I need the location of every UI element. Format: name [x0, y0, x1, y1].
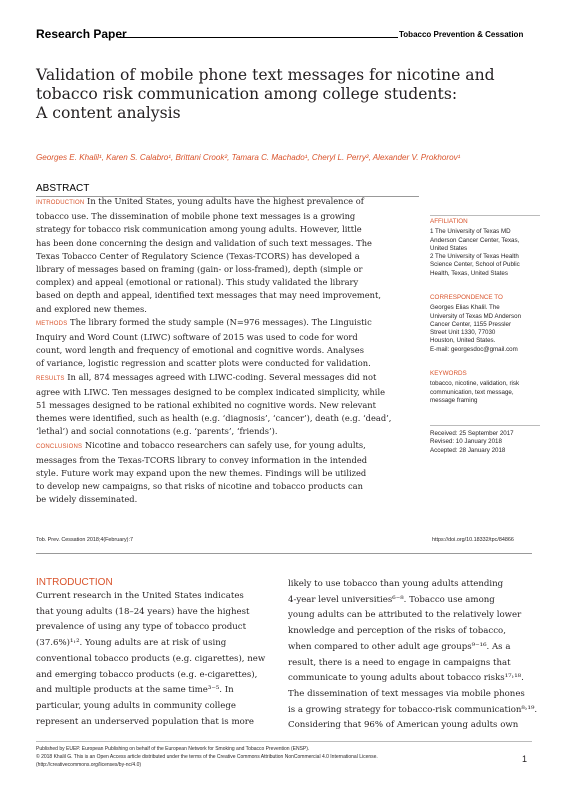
keywords-block: [430, 370, 540, 405]
license-line: © 2018 Khalil G. This is an Open Access article distributed under the terms of the Creative Commons Attribution NonCommercial 4.0 International License.: [36, 754, 378, 761]
abstract-line: agree with LIWC. Ten messages designed to be complex indicated simplicity, while: [36, 386, 386, 397]
correspondence-line: Houston, United States.: [430, 337, 496, 345]
body-line: is a growing strategy for tobacco-risk communication⁸˒¹⁹.: [288, 704, 538, 715]
article-title: [36, 66, 526, 123]
header-rule: [120, 37, 398, 38]
methods-label: METHODS: [36, 320, 68, 327]
affiliation-line: United States: [430, 244, 468, 252]
abstract-line: strategy for tobacco risk communication among young adults. However, little: [36, 224, 362, 235]
body-line: represent an underserved population that is more: [36, 716, 254, 727]
citation: Tob. Prev. Cessation 2018;4(February):7: [36, 537, 133, 543]
abstract-line: Texas Tobacco Center of Regulatory Science (Texas-TCORS) has developed a: [36, 250, 360, 261]
abstract-line: Inquiry and Word Count (LIWC) software of 2015 was used to code for word: [36, 332, 358, 343]
keywords-line: tobacco, nicotine, validation, risk: [430, 380, 520, 388]
date-received: Received: 25 September 2017: [430, 430, 514, 437]
title-line: A content analysis: [36, 104, 181, 122]
correspondence-line: Cancer Center, 1155 Pressler: [430, 320, 512, 328]
correspondence-line: Street Unit 1330, 77030: [430, 329, 496, 337]
body-line: Considering that 96% of American young adults own: [288, 720, 519, 731]
abstract-line: has been done concerning the design and validation of such text messages. The: [36, 237, 372, 248]
sidebar-rule: [430, 425, 540, 426]
body-line: The dissemination of text messages via mobile phones: [288, 688, 525, 699]
abstract-line: style. Future work may expand upon the new themes. Findings will be utilized: [36, 468, 367, 479]
intro-column-right: [288, 577, 538, 734]
body-line: Current research in the United States indicates: [36, 591, 244, 601]
date-revised: Revised: 10 January 2018: [430, 438, 502, 446]
keywords-line: communication, text message,: [430, 388, 514, 396]
affiliation-heading: AFFILIATION: [430, 218, 468, 225]
conclusions-label: CONCLUSIONS: [36, 443, 83, 450]
sidebar-rule: [430, 215, 540, 216]
abstract-line: count, word length and frequency of emotional and cognitive words. Analyses: [36, 345, 364, 356]
correspondence-line: Georges Elias Khalil. The: [430, 304, 500, 312]
intro-column-left: [36, 589, 274, 730]
publisher-line: Published by EUEP. European Publishing on behalf of the European Network for Smoking and Tobacco Prevention (ENSP).: [36, 746, 310, 752]
section-label: Research Paper: [36, 27, 127, 41]
abstract-line: of variance, logistic regression and scatter plots were conducted for validation.: [36, 358, 371, 369]
body-line: young adults can be attributed to the relatively lower: [288, 610, 522, 621]
body-line: knowledge and perception of the risks of tobacco,: [288, 626, 506, 637]
page-number: 1: [522, 754, 528, 764]
introduction-heading: INTRODUCTION: [36, 577, 113, 588]
keywords-heading: KEYWORDS: [430, 370, 467, 377]
abstract-line: RESULTS In all, 874 messages agreed with LIWC-coding. Several messages did not: [36, 371, 377, 382]
correspondence-heading: CORRESPONDENCE TO: [430, 294, 503, 301]
abstract-line: to develop new campaigns, so that risks of nicotine and tobacco products can: [36, 481, 363, 492]
abstract-line: messages from the Texas-TCORS library to convey information in the intended: [36, 454, 368, 465]
citation-rule: [36, 553, 532, 554]
affiliation-line: 1 The University of Texas MD: [430, 228, 511, 236]
abstract-line: be widely disseminated.: [36, 494, 138, 505]
affiliation-line: Science Center, School of Public: [430, 261, 520, 269]
body-line: and emerging tobacco products (e.g. e-cigarettes),: [36, 669, 258, 680]
email-link[interactable]: E-mail: georgesdoc@gmail.com: [430, 345, 518, 353]
abstract-line: tobacco use. The dissemination of mobile phone text messages is a growing: [36, 211, 356, 222]
title-line: Validation of mobile phone text messages for nicotine and: [36, 66, 495, 84]
journal-name: Tobacco Prevention & Cessation: [399, 30, 524, 39]
abstract-body: [36, 195, 419, 507]
footer-rule: [36, 741, 532, 742]
abstract-line: and explored new themes.: [36, 303, 147, 314]
body-line: that young adults (18–24 years) have the highest: [36, 606, 250, 617]
abstract-line: CONCLUSIONS Nicotine and tobacco researchers can safely use, for young adults,: [36, 439, 366, 450]
results-label: RESULTS: [36, 375, 65, 382]
license-link[interactable]: (http://creativecommons.org/licenses/by-nc/4.0): [36, 762, 142, 769]
title-line: tobacco risk communication among college students:: [36, 85, 458, 103]
body-line: conventional tobacco products (e.g. cigarettes), new: [36, 653, 266, 664]
abstract-line: based on depth and appeal, identified text messages that may need improvement,: [36, 290, 381, 301]
body-line: likely to use tobacco than young adults attending: [288, 579, 504, 589]
author-list: Georges E. Khalil¹, Karen S. Calabro¹, Brittani Crook², Tamara C. Machado¹, Cheryl L. Perry², Alexander V. Prokhorov¹: [36, 153, 461, 162]
affiliation-line: Health, Texas, United States: [430, 269, 508, 277]
affiliation-line: 2 The University of Texas Health: [430, 253, 519, 261]
body-line: 4-year level universities⁶⁻⁸. Tobacco use among: [288, 594, 495, 605]
body-line: and multiple products at the same time³⁻⁵. In: [36, 685, 234, 696]
abstract-line: themes were identified, such as health (e.g. ‘diagnosis’, ‘cancer’), death (e.g. ‘dead’,: [36, 413, 392, 424]
body-line: (37.6%)¹˒². Young adults are at risk of using: [36, 638, 227, 649]
abstract-line: INTRODUCTION In the United States, young adults have the highest prevalence of: [36, 196, 364, 206]
body-line: when compared to other adult age groups⁹⁻¹⁶. As a: [288, 641, 511, 652]
keywords-line: message framing: [430, 396, 478, 404]
abstract-heading: ABSTRACT: [36, 183, 90, 194]
body-line: prevalence of using any type of tobacco product: [36, 622, 247, 633]
abstract-line: 51 messages designed to be rational exhibited no cognitive words. New relevant: [36, 400, 376, 411]
abstract-line: complex) and appeal (emotional or rational). This study validated the library: [36, 277, 359, 288]
affiliation-line: Anderson Cancer Center, Texas,: [430, 236, 520, 244]
abstract-line: library of messages based on framing (gain- or loss-framed), depth (simple or: [36, 264, 363, 275]
doi-link[interactable]: https://doi.org/10.18332/tpc/84866: [432, 537, 514, 543]
body-line: communicate to young adults about tobacco risks¹⁷˒¹⁸.: [288, 673, 524, 684]
affiliation-block: [430, 218, 540, 278]
dates-block: [430, 430, 540, 455]
body-line: result, there is a need to engage in campaigns that: [288, 657, 511, 668]
publisher-note: [36, 745, 506, 770]
date-accepted: Accepted: 28 January 2018: [430, 446, 506, 454]
abstract-line: METHODS The library formed the study sample (N=976 messages). The Linguistic: [36, 316, 372, 327]
intro-label: INTRODUCTION: [36, 200, 85, 206]
body-line: particular, young adults in community college: [36, 700, 236, 711]
correspondence-block: [430, 294, 540, 354]
abstract-line: ‘lethal’) and social connotations (e.g. ‘parents’, ‘friends’).: [36, 426, 278, 437]
correspondence-line: University of Texas MD Anderson: [430, 312, 522, 320]
